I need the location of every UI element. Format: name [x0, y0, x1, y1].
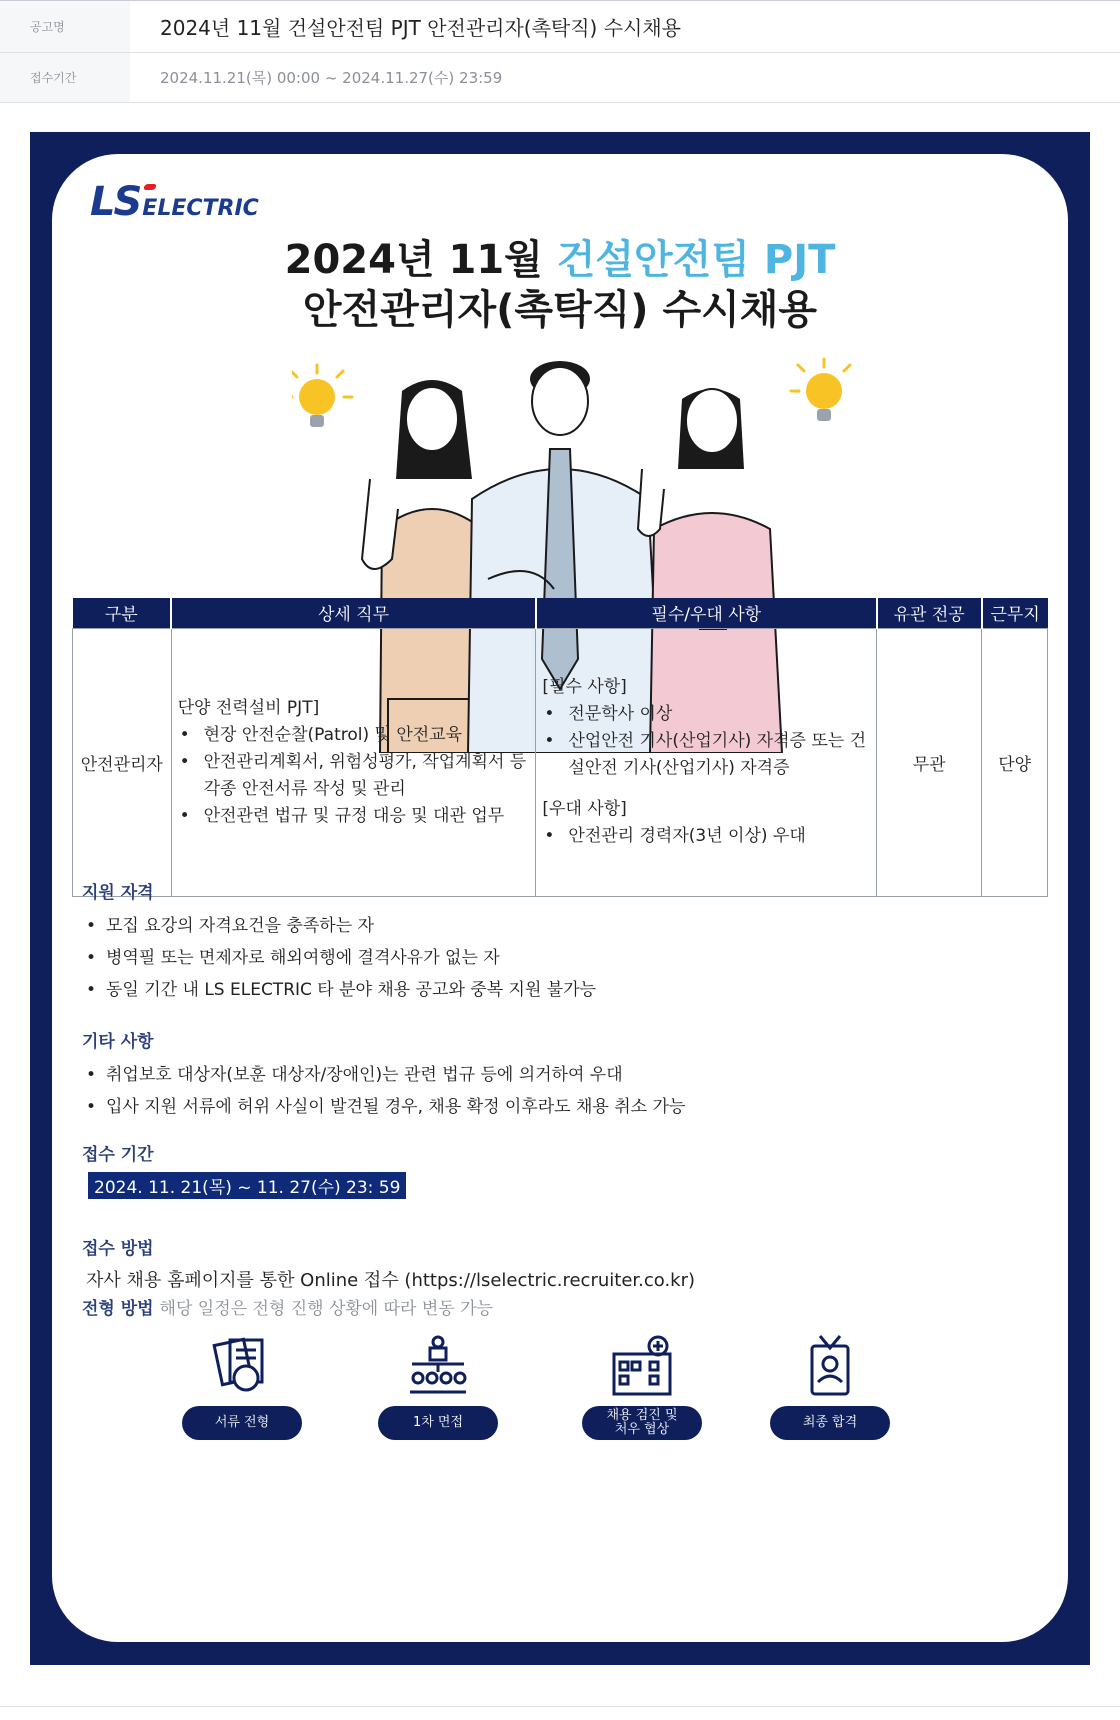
- hero-title-accent: 건설안전팀 PJT: [556, 237, 836, 283]
- header-requirements: 필수/우대 사항: [536, 598, 877, 628]
- job-duties: [171, 628, 536, 896]
- table-row: [73, 628, 1048, 896]
- step-label: 서류 전형: [182, 1406, 302, 1440]
- qualification-title: 지원 자격: [82, 883, 154, 903]
- process-note: 해당 일정은 전형 진행 상황에 따라 변동 가능: [159, 1299, 493, 1319]
- job-detail-table: [72, 598, 1048, 897]
- process-section: [82, 1294, 1042, 1320]
- poster-card: [52, 154, 1068, 1642]
- header-location: 근무지: [982, 598, 1048, 628]
- step-label: 채용 검진 및 처우 협상: [582, 1406, 702, 1440]
- qualification-item: • 모집 요강의 자격요건을 충족하는 자: [82, 910, 1042, 942]
- period-section: [82, 1140, 1042, 1199]
- step-label: 최종 합격: [770, 1406, 890, 1440]
- job-location: 단양: [982, 628, 1048, 896]
- etc-item: • 취업보호 대상자(보훈 대상자/장애인)는 관련 법규 등에 의거하여 우대: [82, 1059, 1042, 1091]
- period-value: 2024. 11. 21(목) ~ 11. 27(수) 23: 59: [88, 1172, 406, 1199]
- notice-period-row: [0, 53, 1120, 103]
- qualification-item: • 동일 기간 내 LS ELECTRIC 타 분야 채용 공고와 중복 지원 불가능: [82, 974, 1042, 1006]
- logo-ls-text: LS: [90, 179, 141, 225]
- notice-period: 2024.11.21(목) 00:00 ~ 2024.11.27(수) 23:59: [160, 69, 503, 87]
- process-title: 전형 방법: [82, 1299, 154, 1319]
- method-section: [82, 1234, 1042, 1292]
- notice-title-row: [0, 1, 1120, 53]
- header-major: 유관 전공: [877, 598, 982, 628]
- duty-item: • 안전관리계획서, 위험성평가, 작업계획서 등 각종 안전서류 작성 및 관리: [178, 749, 530, 803]
- qualification-item: • 병역필 또는 면제자로 해외여행에 결격사유가 없는 자: [82, 942, 1042, 974]
- header-category: 구분: [73, 598, 172, 628]
- id-badge-icon: [798, 1334, 862, 1398]
- ls-electric-logo: [90, 179, 259, 225]
- logo-red-mark: [143, 184, 157, 190]
- required-title: [필수 사항]: [542, 677, 627, 697]
- hospital-icon: [610, 1334, 674, 1398]
- duty-title: 단양 전력설비 PJT]: [177, 697, 320, 718]
- hero-title-line1: [52, 228, 1068, 285]
- etc-section: [82, 1027, 1042, 1123]
- hero-title-prefix: 2024년 11월: [284, 237, 557, 283]
- lightbulb-left-icon: [292, 365, 352, 427]
- notice-info-table: [0, 0, 1120, 103]
- method-title: 접수 방법: [82, 1239, 154, 1259]
- lightbulb-right-icon: [791, 359, 850, 421]
- process-steps: [52, 1334, 1068, 1464]
- header-duty: 상세 직무: [171, 598, 536, 628]
- hero-title-line2: 안전관리자(촉탁직) 수시채용: [302, 287, 818, 333]
- duty-item: • 현장 안전순찰(Patrol) 및 안전교육: [178, 722, 530, 749]
- qualification-section: [82, 878, 1042, 1006]
- duty-item: • 안전관련 법규 및 규정 대응 및 대관 업무: [178, 803, 530, 830]
- job-table-header: [73, 598, 1048, 628]
- recruitment-poster: [30, 132, 1090, 1665]
- process-step: [582, 1334, 702, 1440]
- notice-title-label: 공고명: [0, 1, 130, 52]
- etc-item: • 입사 지원 서류에 허위 사실이 발견될 경우, 채용 확정 이후라도 채용 취소 가능: [82, 1091, 1042, 1123]
- document-review-icon: [210, 1334, 274, 1398]
- method-value: 자사 채용 홈페이지를 통한 Online 접수 (https://lselectric.recruiter.co.kr): [86, 1270, 696, 1291]
- required-item: • 전문학사 이상: [542, 701, 870, 728]
- job-requirements: [536, 628, 877, 896]
- process-heading: [82, 1294, 1042, 1320]
- process-step: [182, 1334, 302, 1440]
- notice-period-label: 접수기간: [0, 53, 130, 102]
- interview-icon: [406, 1334, 470, 1398]
- period-title: 접수 기간: [82, 1145, 154, 1165]
- preferred-title: [우대 사항]: [542, 799, 627, 819]
- notice-title: 2024년 11월 건설안전팀 PJT 안전관리자(촉탁직) 수시채용: [160, 16, 681, 40]
- step-label: 1차 면접: [378, 1406, 498, 1440]
- required-item: • 산업안전 기사(산업기사) 자격증 또는 건설안전 기사(산업기사) 자격증: [542, 728, 870, 782]
- process-step: [770, 1334, 890, 1440]
- bottom-divider: [0, 1706, 1120, 1707]
- job-major: 무관: [877, 628, 982, 896]
- job-category: 안전관리자: [73, 628, 172, 896]
- process-step: [378, 1334, 498, 1440]
- preferred-item: • 안전관리 경력자(3년 이상) 우대: [542, 823, 870, 850]
- logo-electric-text: ELECTRIC: [142, 196, 259, 221]
- etc-title: 기타 사항: [82, 1032, 154, 1052]
